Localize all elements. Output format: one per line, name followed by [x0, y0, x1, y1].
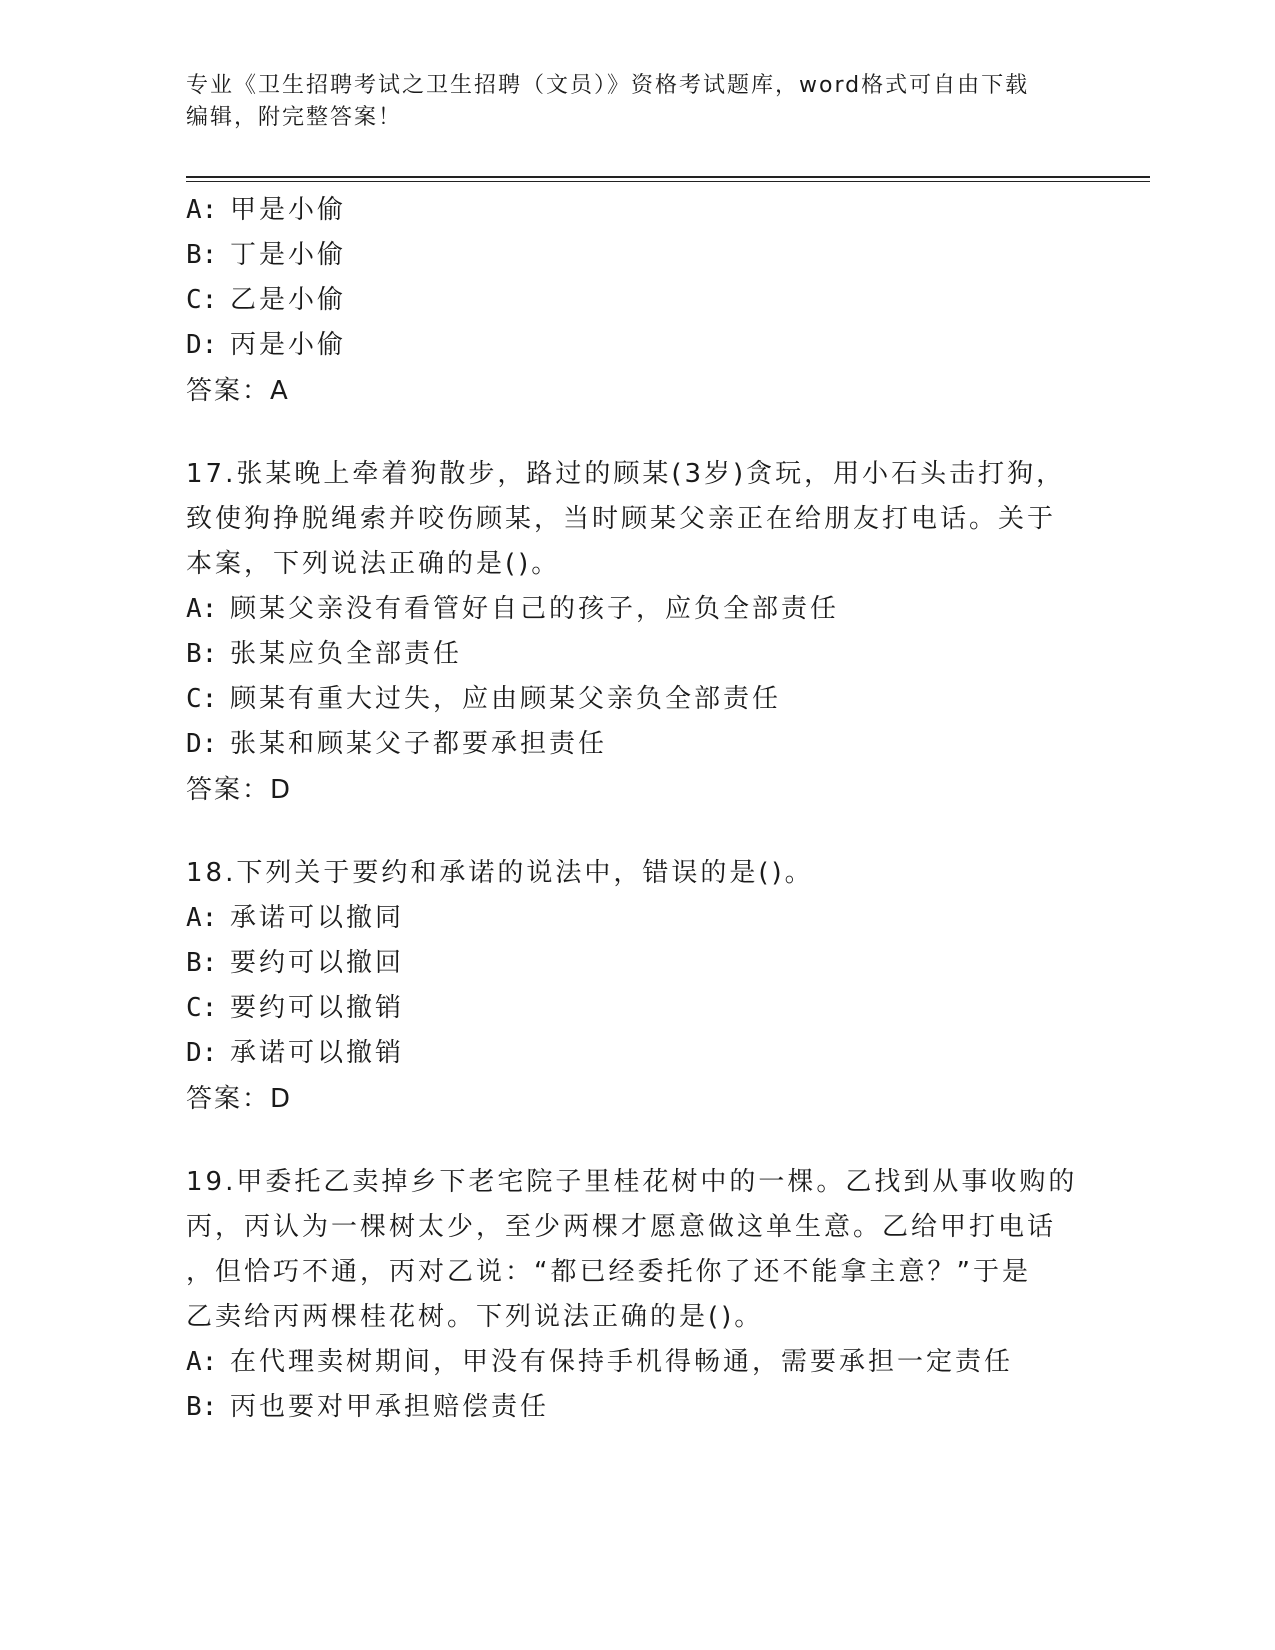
question-text: 17.张某晚上牵着狗散步，路过的顾某(3岁)贪玩，用小石头击打狗， 致使狗挣脱绳索并咬伤顾某，当时顾某父亲正在给朋友打电话。关于 本案，下列说法正确的是()。 — [186, 459, 1066, 579]
answer: 答案：A — [186, 376, 290, 406]
header-line-1: 专业《卫生招聘考试之卫生招聘（文员）》资格考试题库，word格式可自由下载 — [186, 73, 1030, 98]
option-d: D: 承诺可以撤销 — [186, 1038, 405, 1068]
document-header — [186, 70, 1076, 134]
option-a: A: 甲是小偷 — [186, 195, 347, 225]
option-b: B: 丙也要对甲承担赔偿责任 — [186, 1392, 550, 1422]
option-c: C: 要约可以撤销 — [186, 993, 405, 1023]
question-17 — [186, 452, 1086, 813]
option-a: A: 承诺可以撤同 — [186, 903, 405, 933]
option-d: D: 丙是小偷 — [186, 330, 347, 360]
option-c: C: 乙是小偷 — [186, 285, 347, 315]
option-a: A: 在代理卖树期间，甲没有保持手机得畅通，需要承担一定责任 — [186, 1347, 1014, 1377]
header-divider — [186, 176, 1150, 182]
header-line-2: 编辑，附完整答案！ — [186, 105, 403, 130]
question-text: 18.下列关于要约和承诺的说法中，错误的是()。 — [186, 858, 814, 888]
option-c: C: 顾某有重大过失，应由顾某父亲负全部责任 — [186, 684, 782, 714]
question-18 — [186, 851, 1086, 1122]
question-text: 19.甲委托乙卖掉乡下老宅院子里桂花树中的一棵。乙找到从事收购的 丙，丙认为一棵树太少，至少两棵才愿意做这单生意。乙给甲打电话 ，但恰巧不通，丙对乙说：“都已经委托你了还不能拿主意？”于是 乙卖给丙两棵桂花树。下列说法正确的是()。 — [186, 1167, 1078, 1332]
question-16 — [186, 188, 1086, 414]
document-body — [186, 188, 1086, 1430]
option-a: A: 顾某父亲没有看管好自己的孩子，应负全部责任 — [186, 594, 840, 624]
question-19 — [186, 1160, 1086, 1430]
option-d: D: 张某和顾某父子都要承担责任 — [186, 729, 608, 759]
answer: 答案：D — [186, 775, 293, 805]
option-b: B: 张某应负全部责任 — [186, 639, 463, 669]
option-b: B: 丁是小偷 — [186, 240, 347, 270]
answer: 答案：D — [186, 1084, 293, 1114]
option-b: B: 要约可以撤回 — [186, 948, 405, 978]
